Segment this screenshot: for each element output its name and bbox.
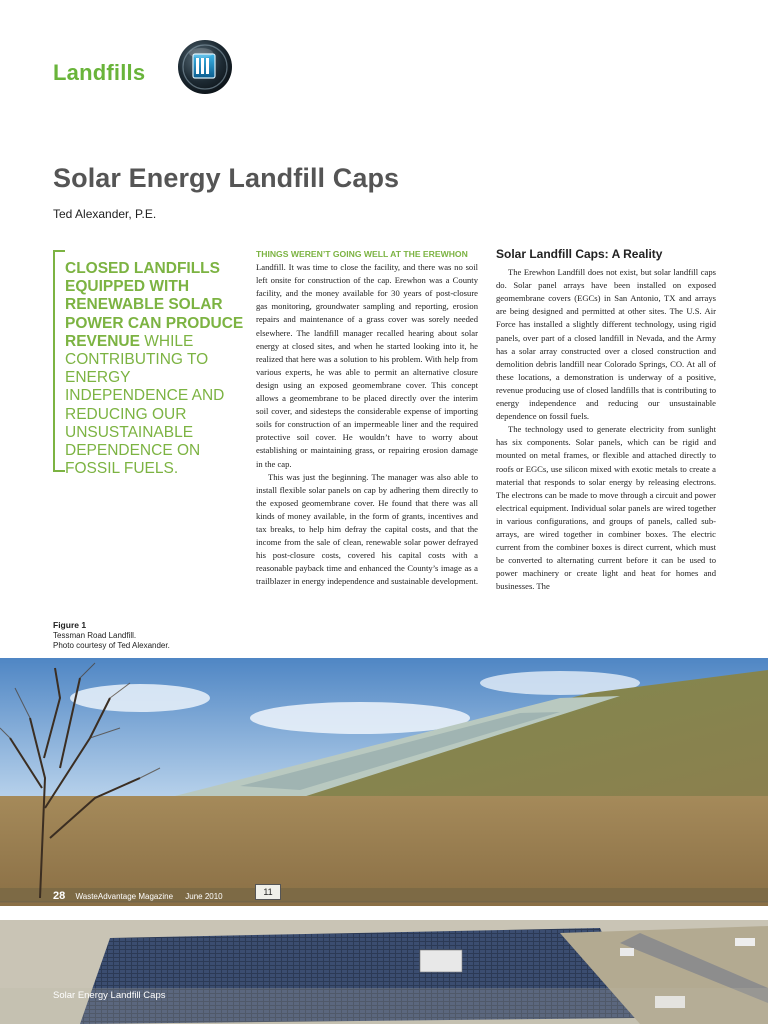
figure-caption (53, 620, 233, 652)
pull-quote-bracket (53, 250, 65, 472)
pull-quote-rest: WHILE CONTRIBUTING TO ENERGY INDEPENDENCE AND REDUCING OUR UNSUSTAINABLE DEPENDENCE ON FOSSIL FUELS. (65, 332, 225, 478)
right-column (496, 248, 716, 593)
middle-paragraph-1: Landfill. It was time to close the facility, and there was no soil left onsite for construction of the cap. Erewhon was a County facility, and the money available for 30 years of post-closure gas monitoring, groundwater sampling and reporting, erosion repairs and maintenance of a grass cover was sorely needed elsewhere. The landfill manager recalled hearing about solar energy at closed sites, and when he started looking into it, he realized that here was a solution to his problem. With help from various experts, he was able to permit an alternative closure design using an exposed geomembrane cover. This concept allows a geomembrane to be placed directly over the interim soil cover, and sidesteps the considerable expense of importing soils for construction of an impermeable liner and the required protective soil cover. He wouldn’t have to worry about establishing or maintaining grass, or repairing erosion damage in the cap. (256, 262, 478, 469)
issue-date: June 2010 (185, 892, 223, 901)
section-title: Landfills (53, 60, 146, 85)
middle-column (256, 248, 478, 588)
middle-paragraph-2: This was just the beginning. The manager was also able to install flexible solar panels on cap by adhering them directly to the exposed geomembrane cover. He found that there was all kinds of money available, in the form of grants, incentives and tax breaks, to help him defray the capital costs, and that the income from the sale of clean, renewable solar power defrayed his post-closure costs, covered his capital costs with a reasonable payback time and enhanced the County’s image as a trailblazer in energy independence and sustainable development. (256, 471, 478, 587)
page-number: 28 (53, 890, 66, 902)
landfill-photo (0, 658, 768, 1024)
next-page-title: Solar Energy Landfill Caps (53, 990, 166, 1001)
photo-sign: 11 (255, 884, 281, 900)
pull-quote-bold: CLOSED LANDFILLS EQUIPPED WITH RENEWABLE SOLAR POWER CAN PRODUCE REVENUE (65, 260, 244, 350)
article-title: Solar Energy Landfill Caps (53, 163, 400, 193)
lead-in: THINGS WEREN’T GOING WELL AT THE EREWHON (256, 249, 468, 259)
right-paragraph-1: The Erewhon Landfill does not exist, but solar landfill caps do. Solar panel arrays have been installed on exposed geomembrane covers (EGCs) in San Antonio, TX and arrays are being designed and permitted at other sites. The U.S. Air Force has installed a slightly different technology, using rigid panels, over part of a closed landfill in Nevada, and the Army has a solar array constructed over a closed construction and demolition debris landfill near Colorado Springs, CO. At all of these locations, a demonstration is underway of a positive, revenue producing use of closed landfills that is contributing to energy independence and reducing our unsustainable dependence on fossil fuels. (496, 267, 716, 422)
pull-quote (53, 250, 244, 478)
figure-label: Figure 1 (53, 620, 87, 630)
binder-icon (177, 39, 233, 95)
byline: Ted Alexander, P.E. (53, 207, 157, 221)
magazine-name: WasteAdvantage Magazine (75, 892, 174, 901)
right-paragraph-2: The technology used to generate electricity from sunlight has six components. Solar panels, which can be rigid and mounted on metal frames, or flexible and attached directly to roofs or EGCs, use silicon mixed with exotic metals to create a material that responds to solar energy by releasing electrons. The electrons can be made to move through a circuit and power electrical equipment. Individual solar panels are wired together in various configurations, and groups of panels, called sub-arrays, are wired together in combiner boxes. The electric current from the combiner boxes is direct current, which must be converted to alternating current before it can be used to power machinery or create light and heat for homes and businesses. The (496, 424, 716, 592)
figure-title: Tessman Road Landfill. (53, 630, 137, 640)
page-footer (53, 890, 223, 902)
section-heading: Solar Landfill Caps: A Reality (496, 247, 663, 261)
pull-quote-text (65, 260, 247, 478)
figure-credit: Photo courtesy of Ted Alexander. (53, 641, 170, 650)
